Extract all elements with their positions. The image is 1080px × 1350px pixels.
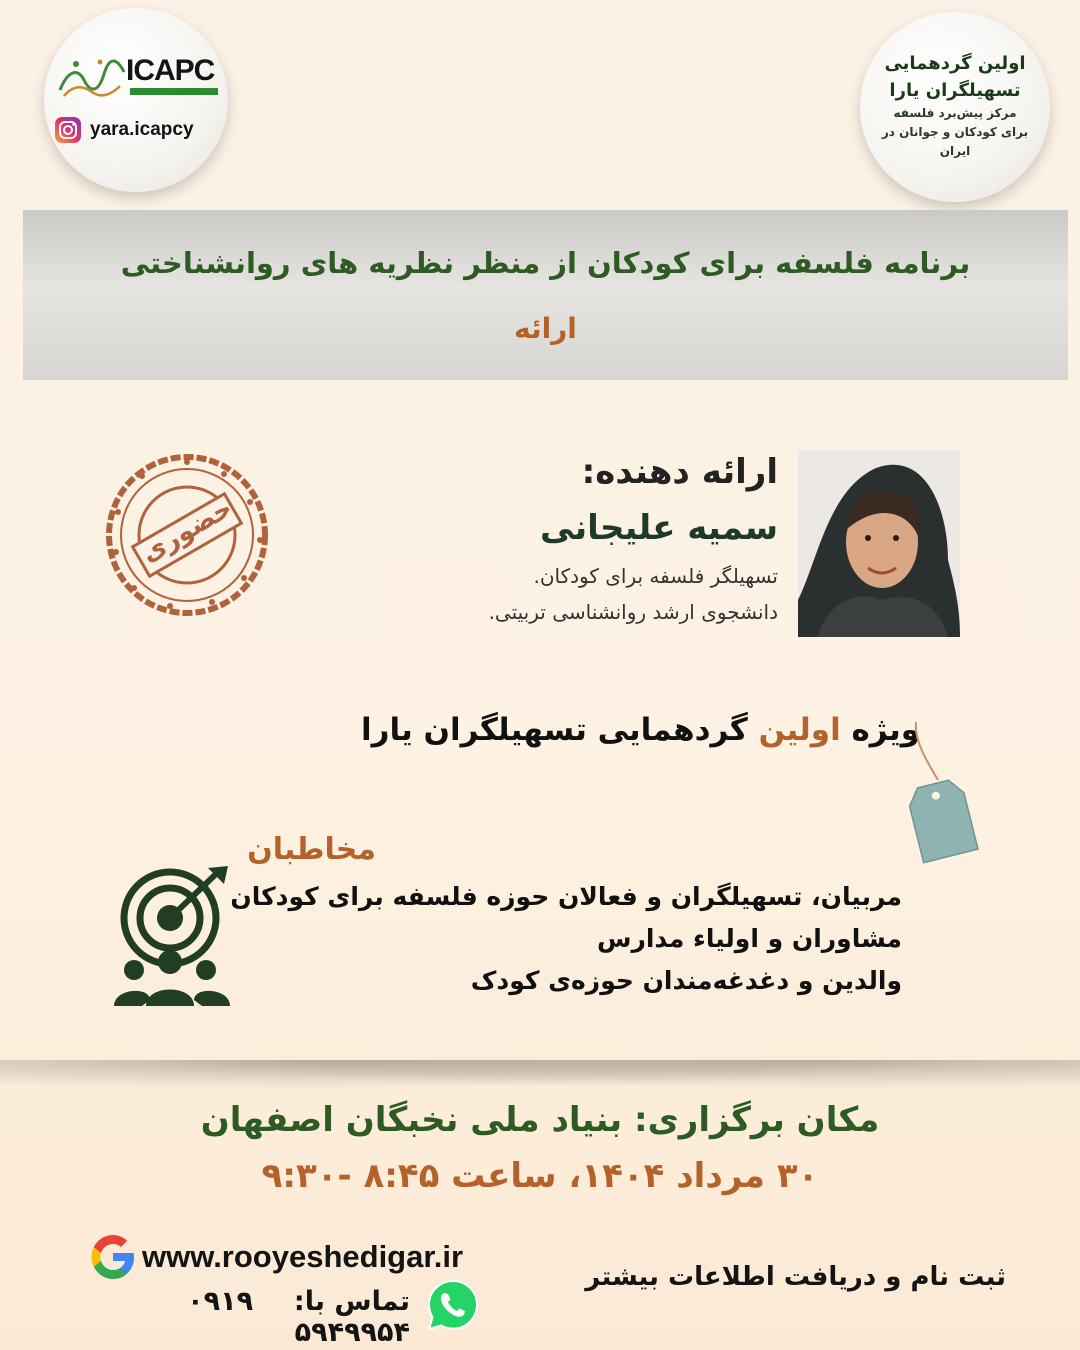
stamp-text: حضوری <box>136 493 238 569</box>
audience-item: مربیان، تسهیلگران و فعالان حوزه فلسفه برای کودکان <box>230 882 902 911</box>
event-suffix: گردهمایی تسهیلگران یارا <box>360 712 748 748</box>
phone-number: ۰۹۱۹ ۵۹۴۹۹۵۴ <box>187 1286 410 1348</box>
presenter-role: تسهیلگر فلسفه برای کودکان. <box>533 564 778 588</box>
contact-row[interactable] <box>80 1278 482 1348</box>
register-info: ثبت نام و دریافت اطلاعات بیشتر <box>585 1262 1006 1292</box>
event-badge-title-2: تسهیلگران یارا <box>889 80 1021 101</box>
event-prefix: ویژه <box>851 712 920 748</box>
contact-label: تماس با: <box>293 1286 410 1317</box>
presenter-photo <box>798 450 960 637</box>
google-icon <box>88 1232 138 1282</box>
whatsapp-icon <box>426 1278 480 1332</box>
contact-text <box>80 1286 410 1348</box>
in-person-stamp <box>104 452 270 618</box>
presenter-portrait-icon <box>798 450 960 637</box>
program-title: برنامه فلسفه برای کودکان از منظر نظریه های روانشناختی <box>120 246 971 280</box>
audience-item: والدین و دغدغه‌مندان حوزه‌ی کودک <box>470 966 902 995</box>
logo <box>54 50 224 106</box>
venue-location: مکان برگزاری: بنیاد ملی نخبگان اصفهان <box>200 1100 880 1140</box>
section-divider <box>0 1060 1080 1094</box>
event-badge-org-1: مرکز پیش‌برد فلسفه <box>893 106 1017 120</box>
logo-badge <box>44 8 228 192</box>
audience-item: مشاوران و اولیاء مدارس <box>596 924 902 953</box>
logo-bar <box>130 88 218 95</box>
instagram-icon <box>54 116 82 144</box>
instagram-link[interactable] <box>54 116 194 144</box>
target-audience-icon <box>112 866 232 1008</box>
website-url: www.rooyeshedigar.ir <box>142 1239 464 1274</box>
website-link[interactable] <box>88 1232 463 1282</box>
audience-title: مخاطبان <box>247 832 376 867</box>
program-subtitle: ارائه <box>514 312 577 345</box>
venue-datetime: ۳۰ مرداد ۱۴۰۴، ساعت ۸:۴۵ -۹:۳۰ <box>261 1156 819 1196</box>
event-accent: اولین <box>758 712 841 748</box>
logo-text: ICAPC <box>126 54 215 87</box>
presenter-name: سمیه علیجانی <box>540 508 778 548</box>
event-badge-org-2: برای کودکان و جوانان در <box>881 125 1029 139</box>
title-band <box>23 210 1068 380</box>
event-badge <box>860 12 1050 202</box>
tag-icon <box>896 720 996 870</box>
presenter-education: دانشجوی ارشد روانشناسی تربیتی. <box>488 600 778 624</box>
event-badge-org-3: ایران <box>939 144 971 158</box>
logo-calligraphy-icon <box>54 50 130 106</box>
event-line <box>300 712 920 748</box>
instagram-handle: yara.icapcy <box>90 119 194 140</box>
presenter-label: ارائه دهنده: <box>581 452 778 492</box>
event-badge-title-1: اولین گردهمایی <box>884 53 1026 74</box>
